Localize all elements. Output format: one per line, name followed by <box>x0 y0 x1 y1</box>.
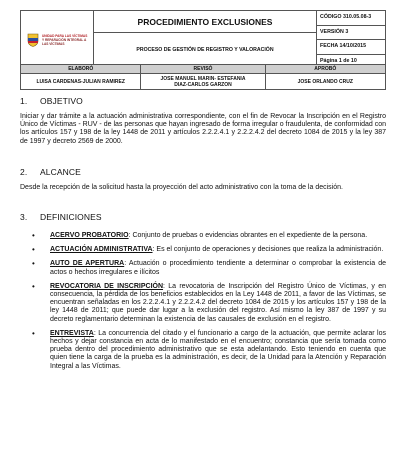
section-number: 3. <box>20 212 28 222</box>
section-number: 1. <box>20 96 28 106</box>
definition-item <box>30 246 386 254</box>
header-aprobo: APROBÓ <box>265 65 385 74</box>
bullet-icon: • <box>32 281 35 291</box>
definition-text: : Conjunto de pruebas o evidencias obrantes en el expediente de la persona. <box>128 232 368 239</box>
signatures-table <box>20 64 386 90</box>
reviso-names <box>141 74 265 90</box>
agency-logo <box>21 33 93 47</box>
logo-line-2: Y REPARACIÓN INTEGRAL A LAS VÍCTIMAS <box>42 37 87 46</box>
document-code: CÓDIGO 310.05.08-3 <box>317 11 385 26</box>
definition-term: ENTREVISTA <box>50 329 94 337</box>
section-heading-alcance <box>20 167 81 177</box>
definition-item <box>30 260 386 276</box>
alcance-paragraph: Desde la recepción de la solicitud hasta la proyección del acto administrativo con la toma de la decisión. <box>20 184 343 191</box>
logo-cell <box>21 11 94 69</box>
section-number: 2. <box>20 167 28 177</box>
section-title: ALCANCE <box>40 167 81 177</box>
document-version: VERSIÓN 3 <box>317 26 385 41</box>
reviso-names-line-1: JOSE MANUEL MARIN- ESTEFANIA <box>160 75 246 82</box>
process-name: PROCESO DE GESTIÓN DE REGISTRO Y VALORACIÓN <box>136 46 274 53</box>
definition-item <box>30 330 386 371</box>
header-elaboro: ELABORÓ <box>21 65 141 74</box>
definition-text: : La concurrencia del citado y el funcionario a cargo de la actuación, que permite aclarar los hechos y dejar constancia en acta de lo manifestado en el encuentro; constancia que sería tomada como prueba dentro del procedimiento administrativo que se esta adelantando. Esto teniendo en cuenta que quien tiene la carga de la prueba es la administración, es decir, de la Unidad para la Atención y Reparación Integral a las Víctimas. <box>50 329 386 370</box>
definition-text: : Es el conjunto de operaciones y decisiones que realiza la administración. <box>152 246 384 254</box>
bullet-icon: • <box>32 259 35 269</box>
section-title: DEFINICIONES <box>40 212 102 222</box>
coat-of-arms-icon <box>27 33 39 47</box>
objetivo-paragraph: Iniciar y dar trámite a la actuación administrativa correspondiente, con el fin de Revocar la Inscripción en el Registro Único de Víctimas - RUV - de las personas que hayan ingresado de forma irregular o fraudulenta, de conformidad con los artículos 157 y 198 de la ley 1448 de 2011 y artículos 2.2.2.4.1 y 2.2.2.4.2 del decreto 1084 de 2015 y la ley 387 de 1997 y decreto 2569 de 2000. <box>20 113 386 145</box>
bullet-icon: • <box>32 245 35 255</box>
page-number: Página 1 de 10 <box>320 57 357 64</box>
document-date: FECHA 14/10/2015 <box>317 40 385 55</box>
definition-term: AUTO DE APERTURA <box>50 260 125 268</box>
section-title: OBJETIVO <box>40 96 83 106</box>
definition-item <box>30 232 386 240</box>
section-heading-objetivo <box>20 96 83 106</box>
document-title: PROCEDIMIENTO EXCLUSIONES <box>94 13 316 33</box>
header-reviso: REVISÓ <box>141 65 265 74</box>
section-heading-definiciones <box>20 212 102 222</box>
document-header <box>20 10 386 69</box>
logo-line-1: UNIDAD PARA LAS VÍCTIMAS <box>42 33 88 38</box>
aprobo-names: JOSE ORLANDO CRUZ <box>265 74 385 90</box>
definition-term: ACTUACIÓN ADMINISTRATIVA <box>50 246 153 254</box>
elaboro-names: LUISA CARDENAS-JULIAN RAMIREZ <box>21 74 141 90</box>
reviso-names-line-2: DIAZ-CARLOS GARZON <box>174 81 232 88</box>
definition-term: ACERVO PROBATORIO <box>50 232 129 239</box>
meta-cell <box>317 11 386 69</box>
definition-item <box>30 283 386 324</box>
bullet-icon: • <box>32 328 35 338</box>
definition-term: REVOCATORIA DE INSCRIPCIÓN <box>50 282 164 290</box>
bullet-icon: • <box>32 231 35 240</box>
definition-text: : La revocatoria de Inscripción del Registro Único de Víctimas, y en consecuencia, la pérdida de los beneficios establecidos en la Ley 1448 de 2011, a favor de las Víctimas, se encuentran señaladas en los 2.2.2.4.1 y 2.2.2.4.2 del decreto 1084 de 2015 y los artículos 157 y 198 de la ley 1448 de 2011; que puede dar lugar a la exclusión del registro. Así mismo la ley 387 de 1997 y su decreto reglamentario determinan la existencia de las causales de exclusión en el registro. <box>50 282 387 323</box>
title-cell <box>94 11 317 69</box>
definition-text: : Actuación o procedimiento tendiente a determinar o comprobar la existencia de actos o hechos irregulares e ilícitos <box>50 260 386 276</box>
definitions-list <box>30 232 386 377</box>
